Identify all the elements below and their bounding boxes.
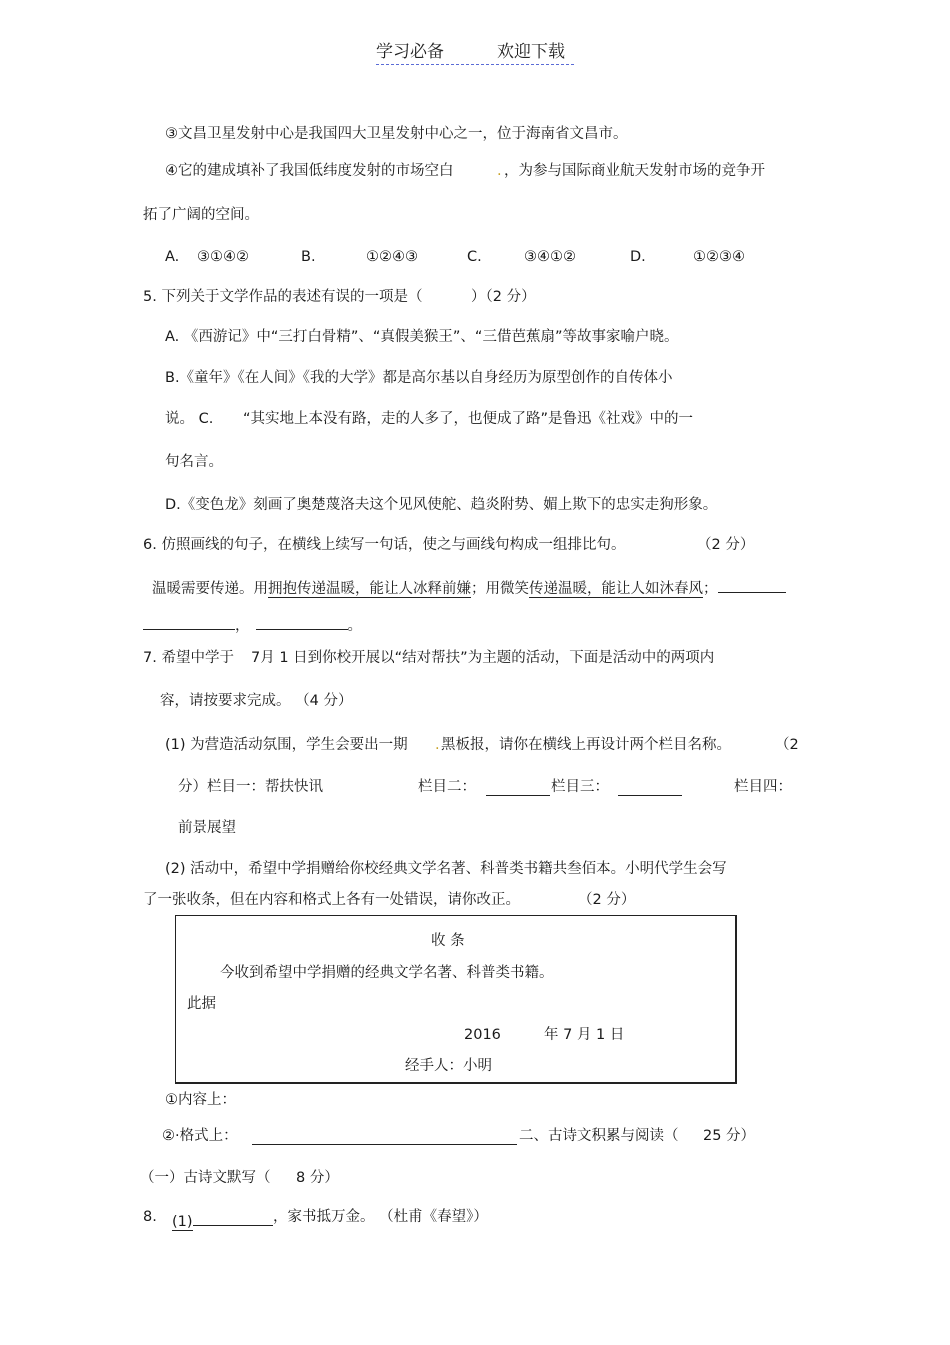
q6-answer-blank-3[interactable]	[256, 614, 348, 630]
q4-option-b-value: ①②④③	[366, 249, 418, 265]
q5-option-d: D.《变色龙》刻画了奥楚蔑洛夫这个见风使舵、趋炎附势、媚上欺下的忠实走狗形象。	[165, 497, 718, 513]
receipt-title: 收 条	[431, 933, 465, 949]
receipt-body: 今收到希望中学捐赠的经典文学名著、科普类书籍。	[220, 965, 554, 981]
header-left: 学习必备	[376, 42, 444, 62]
q7-stem-1: 7. 希望中学于	[143, 650, 234, 666]
q7-column-2-label: 栏目二：	[418, 779, 476, 795]
q4-item-3: ③文昌卫星发射中心是我国四大卫星发射中心之一，位于海南省文昌市。	[165, 126, 628, 142]
receipt-date-rest: 年 7 月 1 日	[544, 1027, 625, 1043]
q4-item-4-a: ④它的建成填补了我国低纬度发射的市场空白	[165, 163, 454, 179]
q7-part1-dot: .	[435, 737, 440, 753]
part-1-title: （一）古诗文默写（	[140, 1170, 271, 1186]
receipt-handler: 经手人：小明	[405, 1058, 492, 1074]
q5-stem-a: 5. 下列关于文学作品的表述有误的一项是（	[143, 289, 423, 305]
q4-option-c-letter: C.	[467, 249, 482, 265]
header-divider	[376, 64, 574, 65]
q6-answer-line	[143, 614, 362, 634]
q5-option-a: A. 《西游记》中“三打白骨精”、“真假美猴王”、“三借芭蕉扇”等故事家喻户晓。	[165, 329, 679, 345]
q4-option-b-letter: B.	[301, 249, 316, 265]
q7-column-4-value: 前景展望	[178, 820, 236, 836]
q7-part2-score: （2 分）	[578, 892, 636, 908]
q6-period: 。	[347, 618, 362, 634]
q4-item-4-c: 拓了广阔的空间。	[143, 207, 259, 223]
q6-answer-blank-1[interactable]	[718, 577, 786, 593]
q6-answer-blank-2[interactable]	[143, 614, 235, 630]
q7-stem-2: 7月 1 日到你校开展以“结对帮扶”为主题的活动，下面是活动中的两项内	[251, 650, 715, 666]
q4-option-c-value: ③④①②	[524, 249, 576, 265]
q5-option-b-line2: 说。 C.	[165, 411, 214, 427]
receipt-ciju: 此据	[187, 996, 216, 1012]
q4-item-4-b: ，为参与国际商业航天发射市场的竞争开	[504, 163, 765, 179]
q6-underlined-clause-2: 传递温暖，能让人如沐春风	[529, 581, 703, 597]
q4-option-a-letter: A.	[165, 249, 180, 265]
q6-sentence-prefix: 温暖需要传递。用	[152, 581, 268, 597]
q7-part2-b: 了一张收条，但在内容和格式上各有一处错误，请你改正。	[143, 892, 520, 908]
q8-blank-1[interactable]	[172, 1210, 273, 1230]
q7-column-4-label: 栏目四：	[734, 779, 792, 795]
q4-item-4-dot: .	[497, 163, 502, 179]
q6-sentence-middle: ；用微笑	[471, 581, 529, 597]
q6-underlined-clause-1: 拥抱传递温暖，能让人冰释前嫌	[268, 581, 471, 597]
q7-part1-score: （2	[775, 737, 799, 753]
q6-score: （2 分）	[697, 537, 755, 553]
q5-stem-b: ）（2 分）	[471, 289, 536, 305]
q6-comma: ，	[235, 618, 250, 634]
receipt-date-year: 2016	[464, 1027, 501, 1043]
q8-text: ，家书抵万金。 （杜甫《春望》）	[273, 1209, 488, 1225]
q7-column-3-label: 栏目三：	[551, 779, 609, 795]
q7-format-blank[interactable]	[252, 1129, 517, 1149]
q5-option-c-line1: “其实地上本没有路，走的人多了，也便成了路”是鲁迅《社戏》中的一	[243, 411, 694, 427]
header-right: 欢迎下载	[497, 42, 565, 62]
q5-option-b-line1: B.《童年》《在人间》《我的大学》都是高尔基以自身经历为原型创作的自传体小	[165, 370, 673, 386]
q7-content-label: ①内容上：	[165, 1092, 236, 1108]
q4-option-d-value: ①②③④	[693, 249, 745, 265]
q8-blank-label: (1)	[172, 1214, 193, 1230]
q7-stem-3: 容，请按要求完成。 （4 分）	[160, 693, 353, 709]
section-2-title: 二、古诗文积累与阅读（	[519, 1128, 679, 1144]
q6-stem: 6. 仿照画线的句子，在横线上续写一句话，使之与画线句构成一组排比句。	[143, 537, 626, 553]
q7-part2-a: (2) 活动中，希望中学捐赠给你校经典文学名著、科普类书籍共叁佰本。小明代学生会写	[165, 861, 727, 877]
q4-option-a-value: ③①④②	[197, 249, 249, 265]
q5-option-c-line2: 句名言。	[165, 454, 223, 470]
q7-part1-b: 黑板报，请你在横线上再设计两个栏目名称。	[441, 737, 731, 753]
q7-column-3-blank[interactable]	[618, 780, 682, 800]
part-1-score: 8 分）	[296, 1170, 339, 1186]
q8-number: 8.	[143, 1209, 157, 1225]
q7-column-1: 分）栏目一：帮扶快讯	[178, 779, 323, 795]
q4-option-d-letter: D.	[630, 249, 646, 265]
q6-sentence	[152, 577, 786, 597]
q7-format-label: ②·格式上：	[162, 1128, 238, 1144]
q6-sentence-end: ；	[703, 581, 718, 597]
section-2-score: 25 分）	[703, 1128, 756, 1144]
q7-part1-a: (1) 为营造活动氛围，学生会要出一期	[165, 737, 408, 753]
q7-column-2-blank[interactable]	[486, 780, 550, 800]
